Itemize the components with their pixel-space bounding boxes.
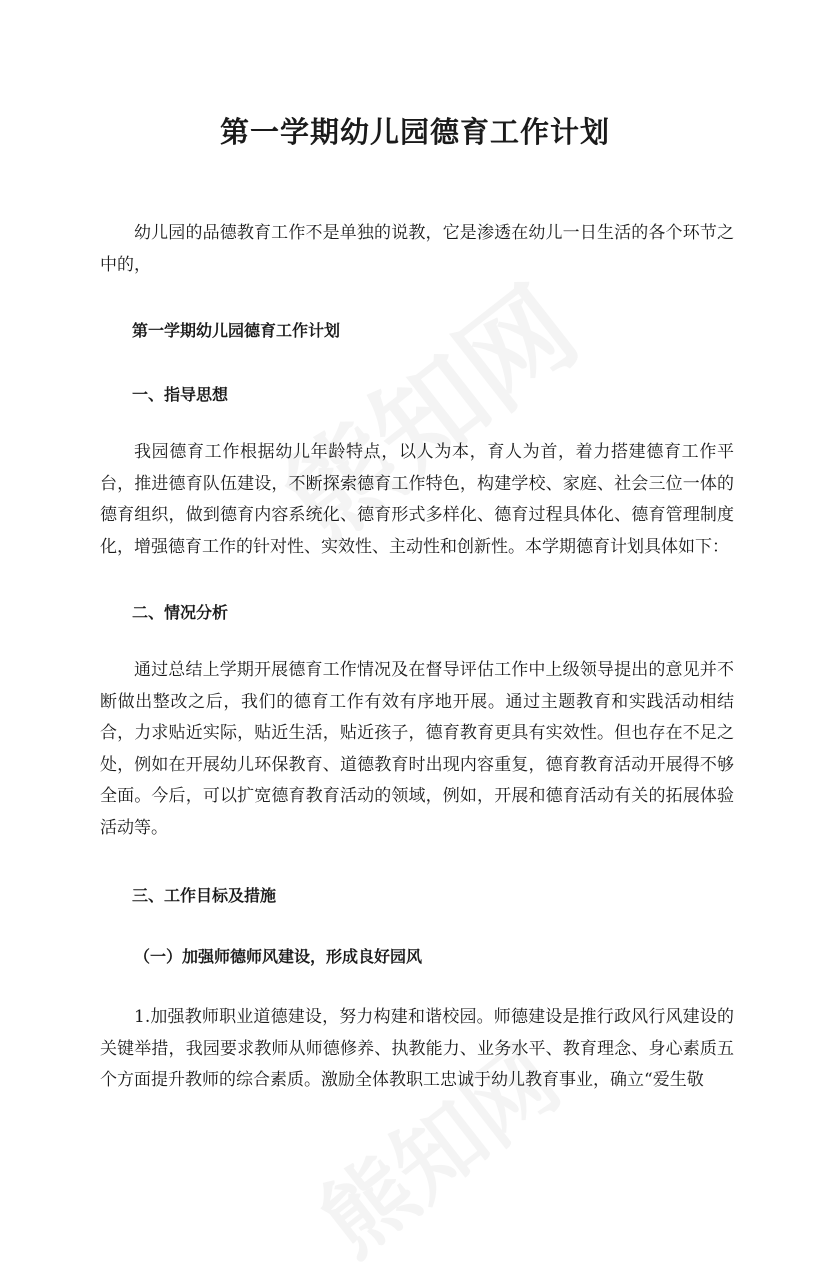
section-3-sub-1-heading: （一）加强师德师风建设，形成良好园风 <box>134 947 423 966</box>
section-1-paragraph: 我园德育工作根据幼儿年龄特点，以人为本，育人为首，着力搭建德育工作平台，推进德育队伍建设，不断探索德育工作特色，构建学校、家庭、社会三位一体的德育组织，做到德育内容系统化、德育形式多样化、德育过程具体化、德育管理制度化，增强德育工作的针对性、实效性、主动性和创新性。本学期德育计划具体如下： <box>100 442 734 557</box>
section-2-heading: 二、情况分析 <box>132 603 229 622</box>
section-2-paragraph: 通过总结上学期开展德育工作情况及在督导评估工作中上级领导提出的意见并不断做出整改之后，我们的德育工作有效有序地开展。通过主题教育和实践活动相结合，力求贴近实际，贴近生活，贴近孩子，德育教育更具有实效性。但也存在不足之处，例如在开展幼儿环保教育、道德教育时出现内容重复，德育教育活动开展得不够全面。今后，可以扩宽德育教育活动的领域，例如，开展和德育活动有关的拓展体验活动等。 <box>100 660 734 838</box>
section-3-heading: 三、工作目标及措施 <box>132 886 277 905</box>
section-3-sub-1-paragraph: 1.加强教师职业道德建设，努力构建和谐校园。师德建设是推行政风行风建设的关键举措，我园要求教师从师德修养、执教能力、业务水平、教育理念、身心素质五个方面提升教师的综合素质。激励全体教职工忠诚于幼儿教育事业，确立“爱生敬 <box>100 1007 734 1090</box>
intro-paragraph: 幼儿园的品德教育工作不是单独的说教，它是渗透在幼儿一日生活的各个环节之中的， <box>100 223 734 275</box>
document-title: 第一学期幼儿园德育工作计划 <box>219 115 610 149</box>
section-1-heading: 一、指导思想 <box>132 385 229 404</box>
main-heading: 第一学期幼儿园德育工作计划 <box>132 321 341 340</box>
